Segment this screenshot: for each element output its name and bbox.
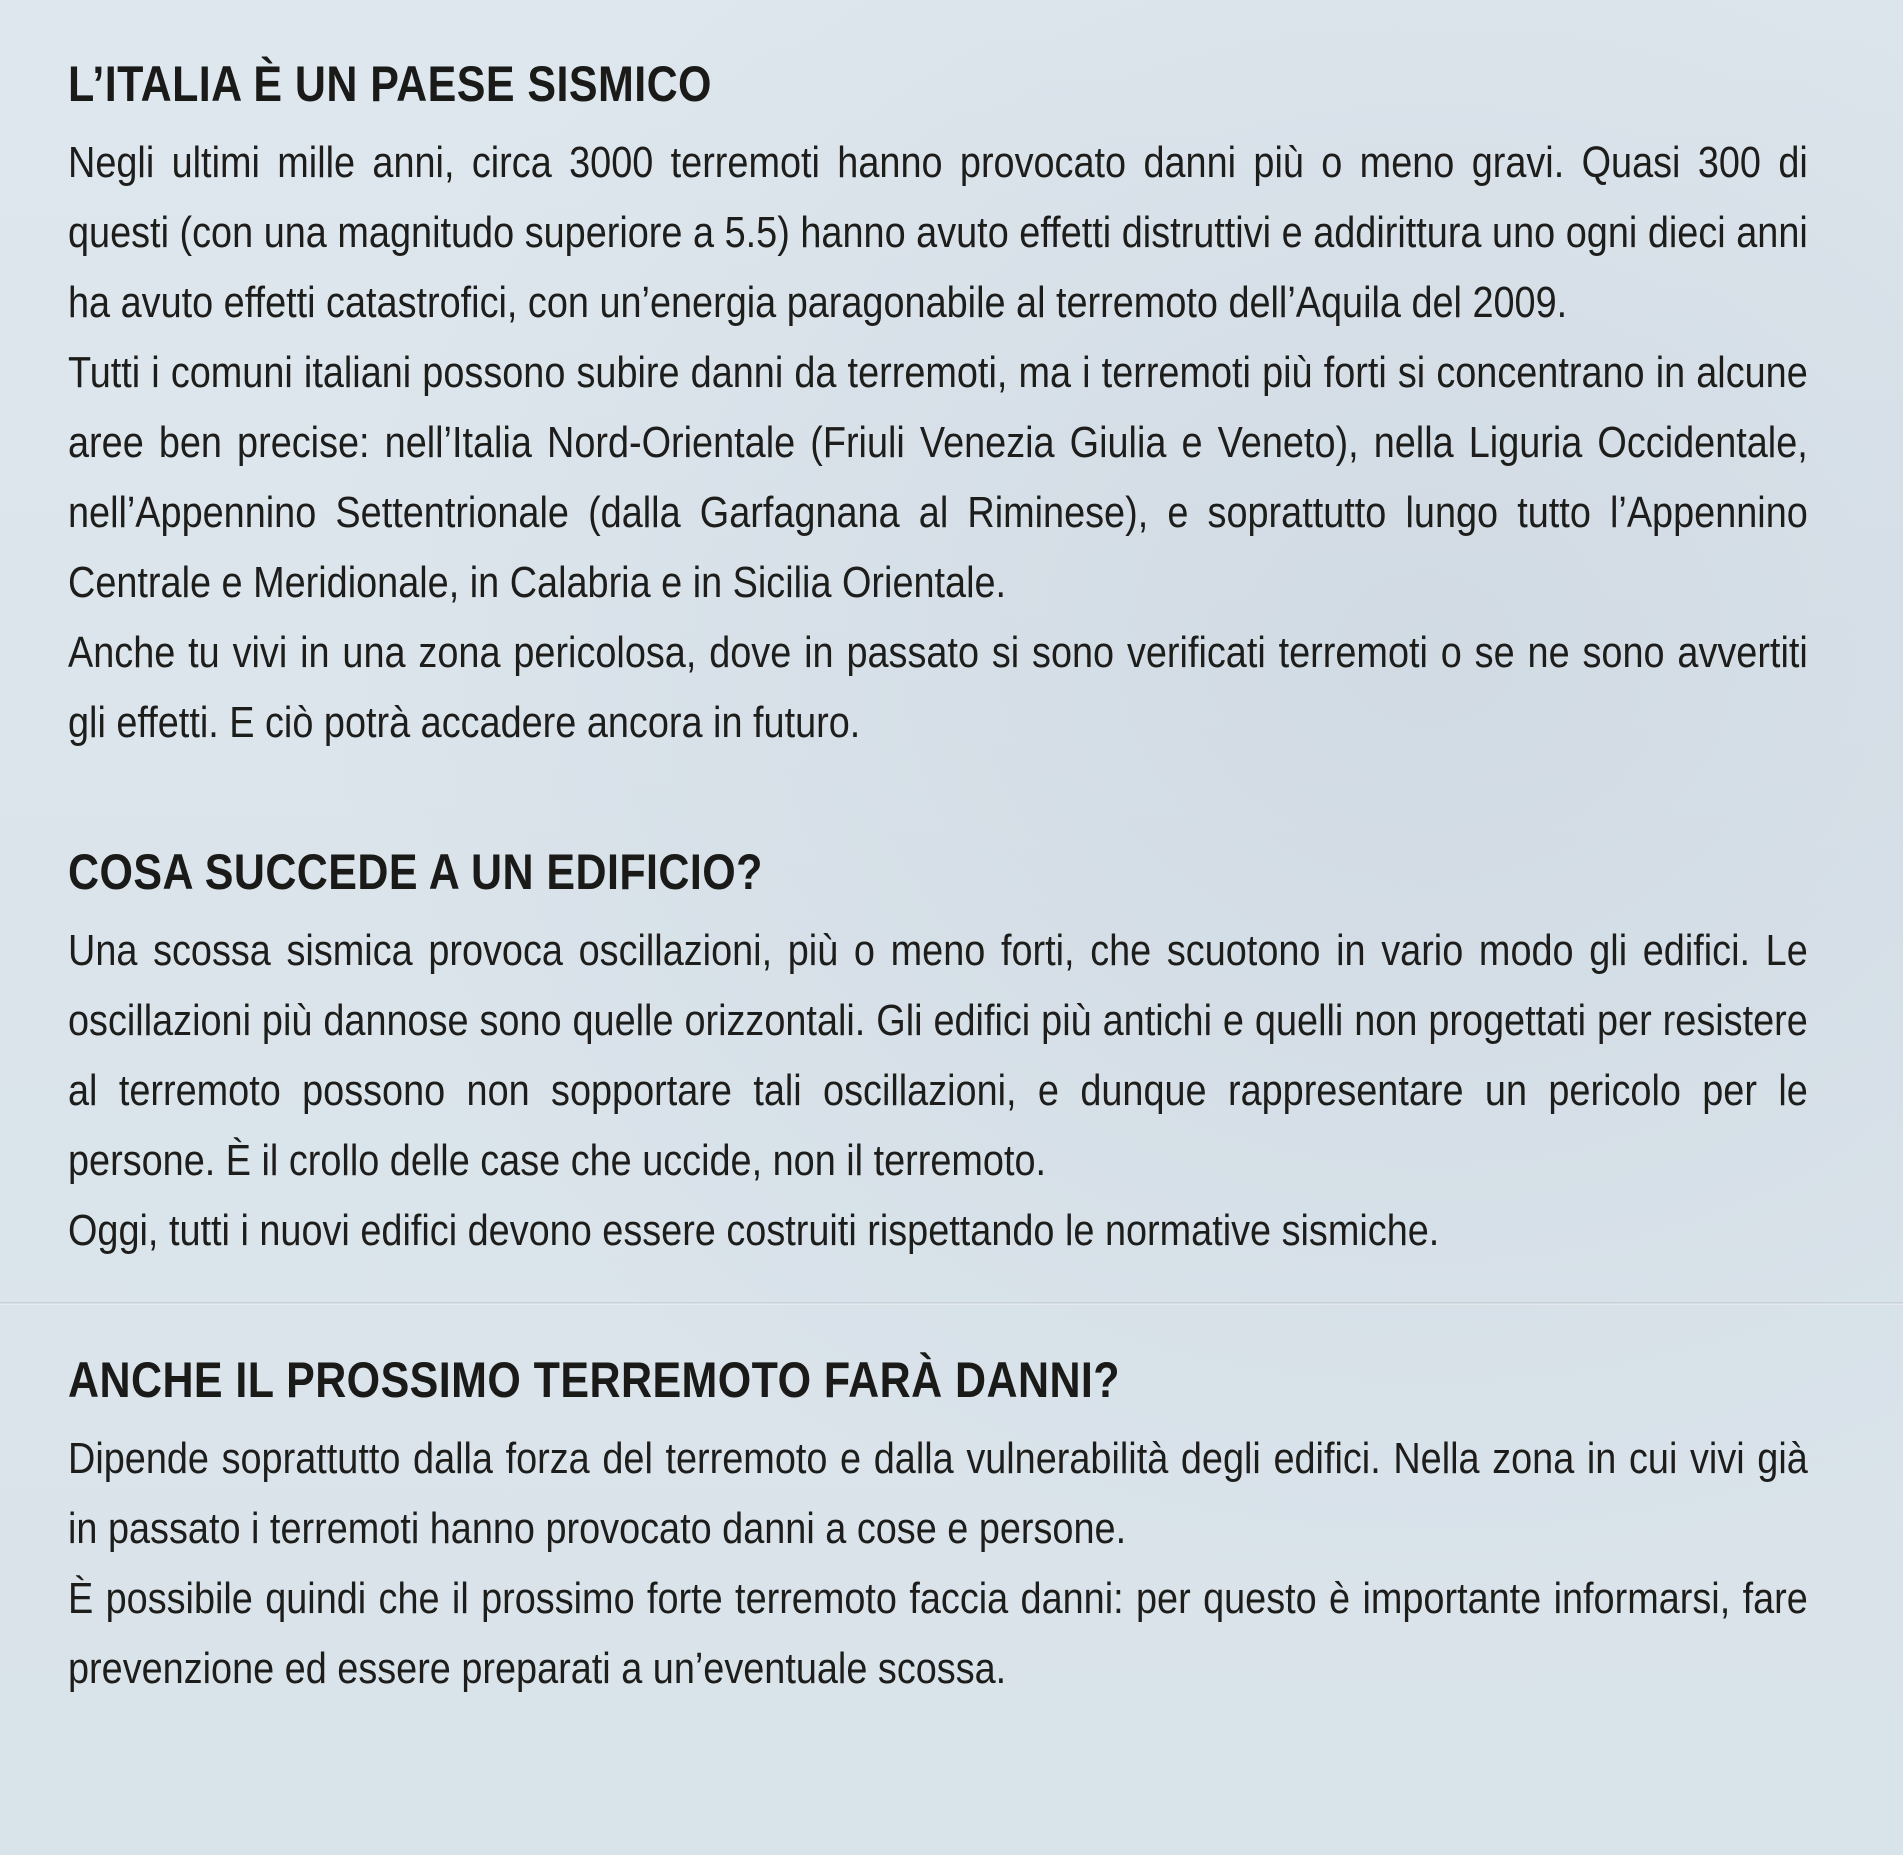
section-title: L’ITALIA È UN PAESE SISMICO <box>68 56 712 112</box>
section-cosa-succede-edificio <box>68 828 1808 1266</box>
section-title: COSA SUCCEDE A UN EDIFICIO? <box>68 844 763 900</box>
paragraph: Oggi, tutti i nuovi edifici devono essere costruiti rispettando le normative sismiche. <box>68 1206 1440 1255</box>
document-content <box>68 40 1808 1704</box>
paragraph: Una scossa sismica provoca oscillazioni, più o meno forti, che scuotono in vario modo gli edifici. Le oscillazioni più dannose sono quelle orizzontali. Gli edifici più antichi e quelli non progettati per resistere al terremoto possono non sopportare tali oscillazioni, e dunque rappresentare un pericolo per le persone. È il crollo delle case che uccide, non il terremoto. <box>68 926 1808 1185</box>
paragraph: Dipende soprattutto dalla forza del terremoto e dalla vulnerabilità degli edifici. Nella zona in cui vivi già in passato i terremoti hanno provocato danni a cose e persone. <box>68 1434 1808 1553</box>
paragraph: Tutti i comuni italiani possono subire danni da terremoti, ma i terremoti più forti si concentrano in alcune aree ben precise: nell’Italia Nord-Orientale (Friuli Venezia Giulia e Veneto), nella Liguria Occidentale, nell’Appennino Settentrionale (dalla Garfagnana al Riminese), e soprattutto lungo tutto l’Appennino Centrale e Meridionale, in Calabria e in Sicilia Orientale. <box>68 348 1808 607</box>
paragraph: Negli ultimi mille anni, circa 3000 terremoti hanno provocato danni più o meno gravi. Quasi 300 di questi (con una magnitudo superiore a 5.5) hanno avuto effetti distruttivi e addirittura uno ogni dieci anni ha avuto effetti catastrofici, con un’energia paragonabile al terremoto dell’Aquila del 2009. <box>68 138 1808 327</box>
section-italia-paese-sismico <box>68 40 1808 758</box>
section-prossimo-terremoto <box>68 1336 1808 1704</box>
paragraph: Anche tu vivi in una zona pericolosa, dove in passato si sono verificati terremoti o se ne sono avvertiti gli effetti. E ciò potrà accadere ancora in futuro. <box>68 628 1808 747</box>
paragraph: È possibile quindi che il prossimo forte terremoto faccia danni: per questo è importante informarsi, fare prevenzione ed essere preparati a un’eventuale scossa. <box>68 1574 1808 1693</box>
section-title: ANCHE IL PROSSIMO TERREMOTO FARÀ DANNI? <box>68 1352 1121 1408</box>
